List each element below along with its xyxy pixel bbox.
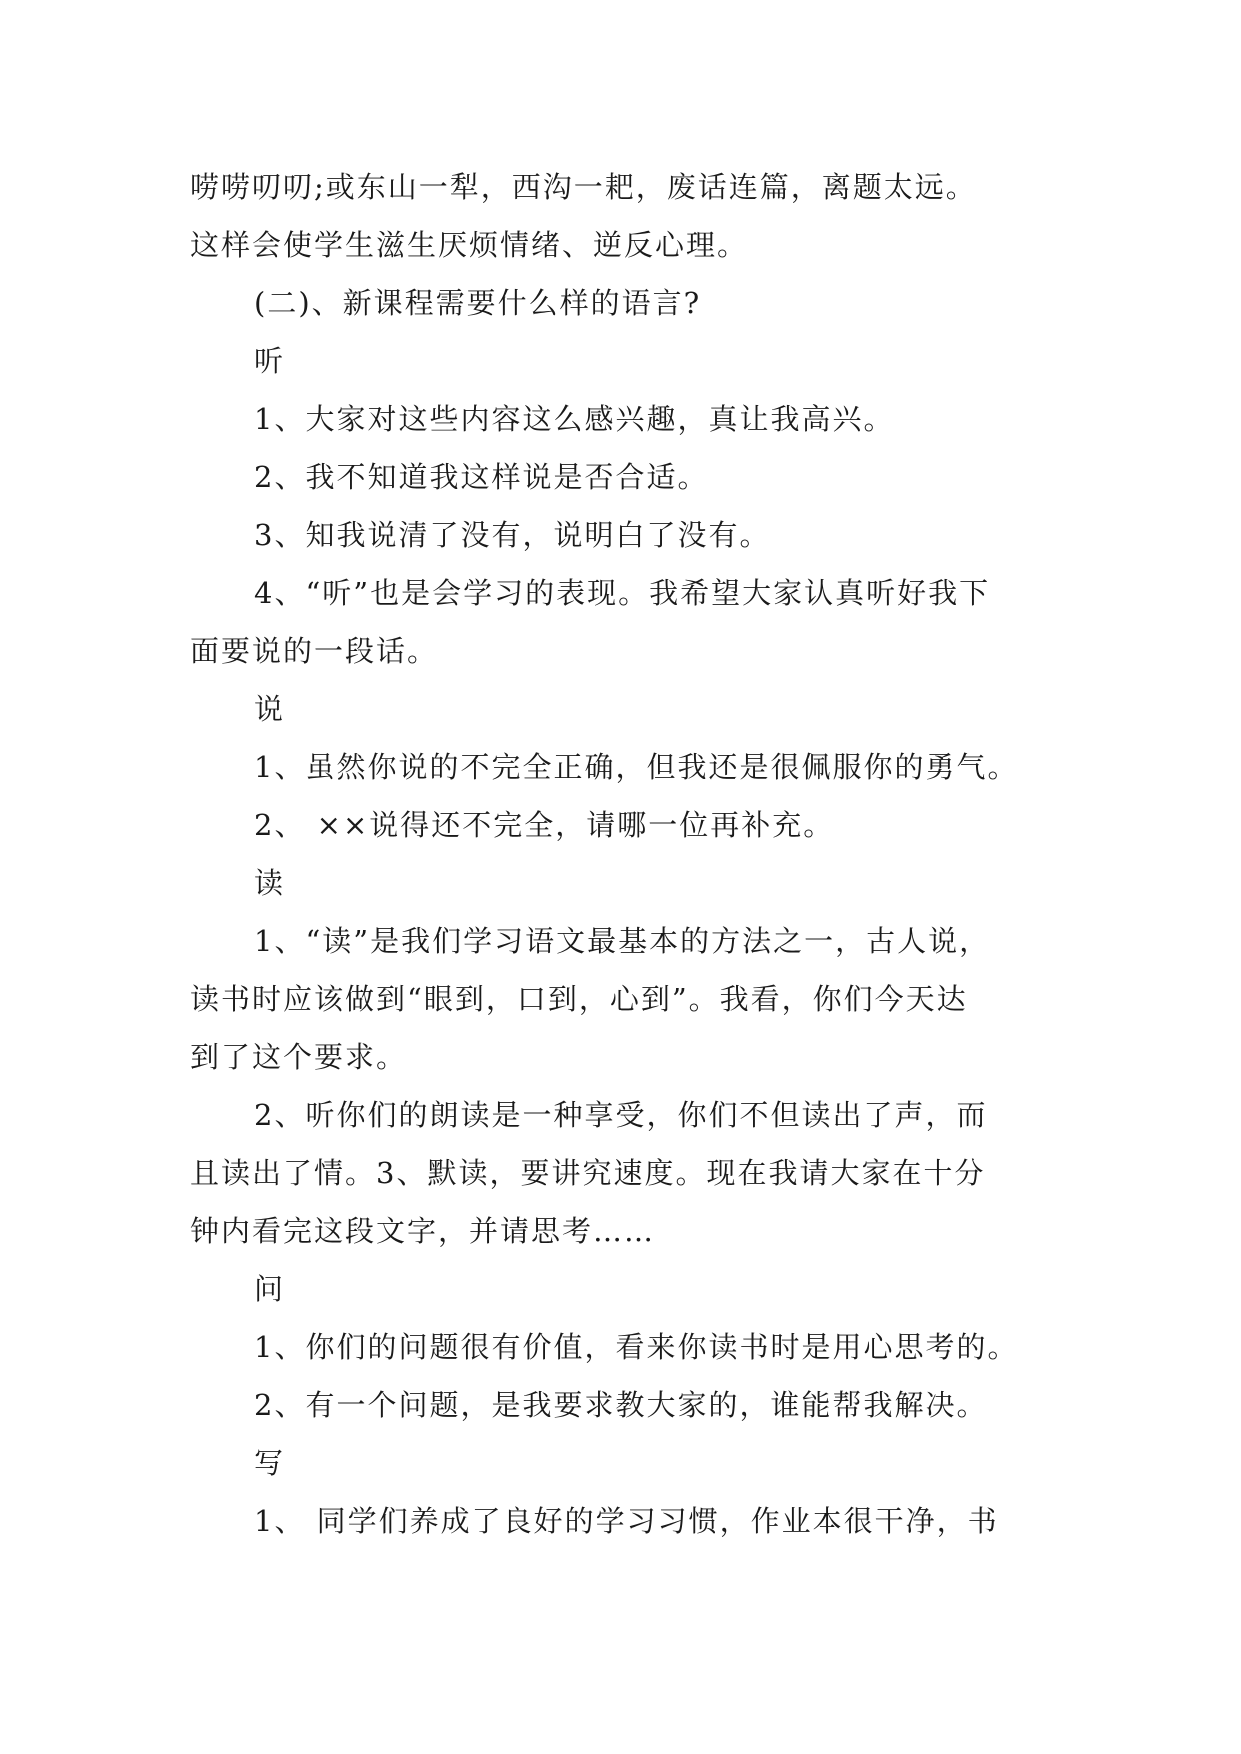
section-heading: (二)、新课程需要什么样的语言? [254, 286, 702, 320]
subheading-read: 读 [254, 866, 286, 900]
text-line: 3、知我说清了没有，说明白了没有。 [254, 518, 771, 552]
text-line: 2、我不知道我这样说是否合适。 [254, 460, 709, 494]
text-line: 1、虽然你说的不完全正确，但我还是很佩服你的勇气。 [254, 750, 1019, 784]
text-line: 2、听你们的朗读是一种享受，你们不但读出了声，而 [254, 1098, 988, 1132]
text-line: 1、 同学们养成了良好的学习习惯，作业本很干净，书 [254, 1504, 999, 1538]
text-line: 1、你们的问题很有价值，看来你读书时是用心思考的。 [254, 1330, 1019, 1364]
text-line: 2、有一个问题，是我要求教大家的，谁能帮我解决。 [254, 1388, 988, 1422]
text-line: 面要说的一段话。 [190, 634, 439, 668]
subheading-speak: 说 [254, 692, 286, 726]
subheading-ask: 问 [254, 1272, 286, 1306]
text-line: 这样会使学生滋生厌烦情绪、逆反心理。 [190, 228, 749, 262]
text-line: 1、大家对这些内容这么感兴趣，真让我高兴。 [254, 402, 895, 436]
text-line: 4、“听”也是会学习的表现。我希望大家认真听好我下 [254, 576, 991, 610]
document-page [190, 158, 1070, 1550]
text-line: 到了这个要求。 [190, 1040, 408, 1074]
text-line: 2、 ××说得还不完全，请哪一位再补充。 [254, 808, 835, 842]
text-line: 且读出了情。3、默读，要讲究速度。现在我请大家在十分 [190, 1156, 986, 1190]
text-line: 钟内看完这段文字，并请思考…… [190, 1214, 656, 1248]
subheading-write: 写 [254, 1446, 286, 1480]
text-line: 1、“读”是我们学习语文最基本的方法之一，古人说， [254, 924, 991, 958]
text-line: 唠唠叨叨;或东山一犁，西沟一耙，废话连篇，离题太远。 [190, 170, 977, 204]
text-line: 读书时应该做到“眼到，口到，心到”。我看，你们今天达 [190, 982, 968, 1016]
subheading-listen: 听 [254, 344, 286, 378]
